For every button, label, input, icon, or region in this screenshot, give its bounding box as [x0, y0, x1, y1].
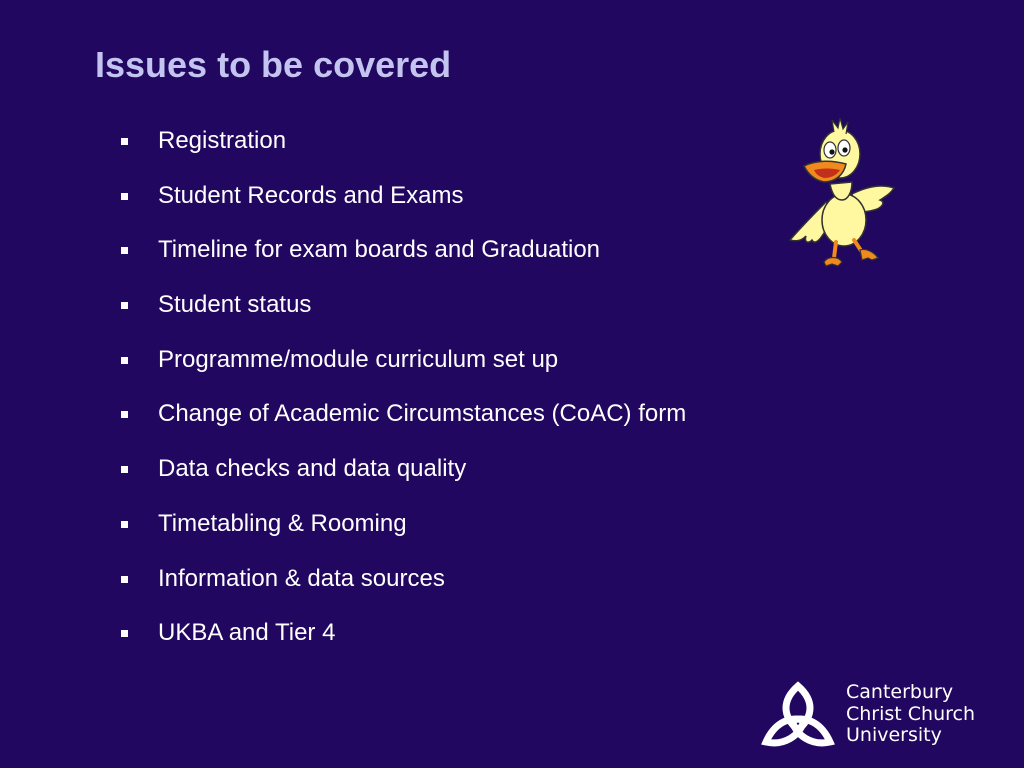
- list-item-text: Data checks and data quality: [158, 455, 467, 483]
- university-name-line: Christ Church: [846, 702, 976, 725]
- bullet-marker-icon: [121, 193, 128, 200]
- bullet-marker-icon: [121, 521, 128, 528]
- university-name-line: University: [846, 724, 942, 746]
- university-logo-icon: [760, 680, 836, 752]
- bullet-marker-icon: [121, 576, 128, 583]
- bullet-marker-icon: [121, 302, 128, 309]
- list-item-text: Student Records and Exams: [158, 181, 464, 209]
- university-name: [846, 682, 975, 747]
- list-item-text: Registration: [158, 127, 287, 154]
- bullet-marker-icon: [121, 411, 128, 418]
- university-name-line: Canterbury: [846, 681, 954, 703]
- list-item-text: UKBA and Tier 4: [158, 619, 336, 647]
- cartoon-duck-icon: [782, 116, 902, 276]
- bullet-marker-icon: [121, 357, 128, 364]
- slide-title: Issues to be covered: [95, 44, 452, 85]
- bullet-marker-icon: [121, 630, 128, 637]
- list-item-text: Timeline for exam boards and Graduation: [158, 236, 601, 264]
- list-item-text: Information & data sources: [158, 564, 445, 592]
- list-item-text: Student status: [158, 291, 312, 319]
- list-item-text: Programme/module curriculum set up: [158, 345, 559, 373]
- list-item-text: Timetabling & Rooming: [158, 509, 407, 537]
- university-logo: [760, 680, 1000, 752]
- bullet-marker-icon: [121, 138, 128, 145]
- list-item-text: Change of Academic Circumstances (CoAC) form: [158, 400, 687, 428]
- bullet-marker-icon: [121, 247, 128, 254]
- bullet-marker-icon: [121, 466, 128, 473]
